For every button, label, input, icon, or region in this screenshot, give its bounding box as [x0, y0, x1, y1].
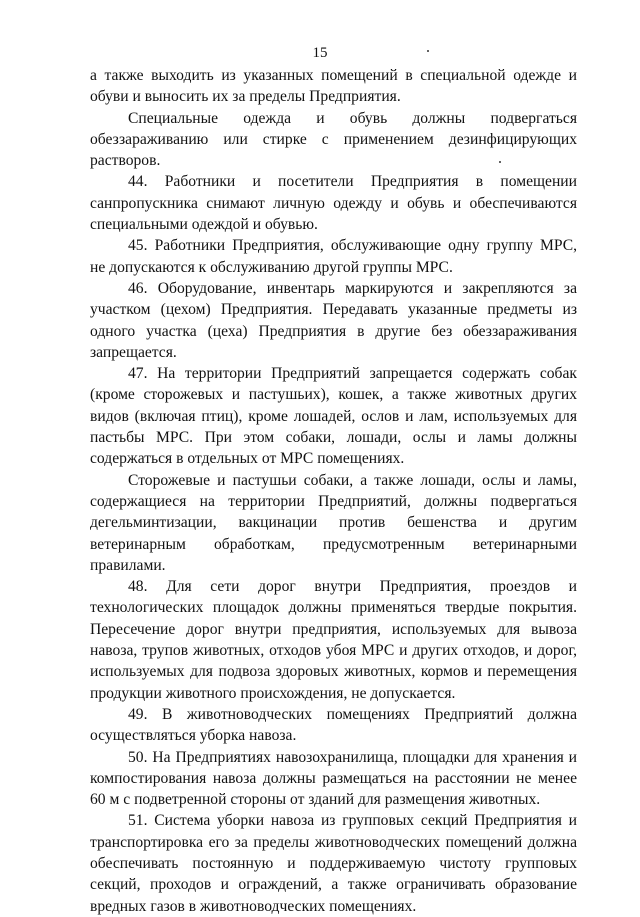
paragraph-51: 51. Система уборки навоза из групповых секций Предприятия и транспортировка его за пределы животноводческих помещений должна обеспечивать постоянную и поддерживаемую чистоту групповых секций, проходов и ограждений, а также ограничивать образование вредных газов в животноводческих помещениях. — [90, 812, 577, 915]
paragraph-45: 45. Работники Предприятия, обслуживающие одну группу МРС, не допускаются к обслуживанию другой группы МРС. — [90, 237, 577, 276]
scan-speck — [427, 50, 429, 52]
paragraph-48: 48. Для сети дорог внутри Предприятия, проездов и технологических площадок должны применяться твердые покрытия. Пересечение дорог внутри предприятия, используемых для вывоза навоза, трупов животных, отходов убоя МРС и других отходов, и дорог, используемых для подвоза здоровых животных, кормов и перемещения продукции животного происхождения, не допускается. — [90, 578, 577, 702]
paragraph-special-clothing: Специальные одежда и обувь должны подвергаться обеззараживанию или стирке с применением дезинфицирующих растворов. — [90, 109, 577, 170]
document-body — [90, 65, 577, 917]
paragraph-49: 49. В животноводческих помещениях Предприятий должна осуществляться уборка навоза. — [90, 705, 577, 745]
paragraph-46: 46. Оборудование, инвентарь маркируются и закрепляются за участком (цехом) Предприятия. Передавать указанные предметы из одного участка (цеха) Предприятия в другие без обеззараживания запрещается. — [90, 279, 577, 361]
paragraph-50: 50. На Предприятиях навозохранилища, площадки для хранения и компостирования навоза должны размещаться на расстоянии не менее 60 м с подветренной стороны от зданий для размещения животных. — [90, 748, 577, 809]
paragraph-47: 47. На территории Предприятий запрещается содержать собак (кроме сторожевых и пастушьих), кошек, а также животных других видов (включая птиц), кроме лошадей, ослов и лам, используемых для пастьбы МРС. При этом собаки, лошади, ослы и ламы должны содержаться в отдельных от МРС помещениях. — [90, 365, 577, 468]
paragraph-guard-dogs: Сторожевые и пастушьи собаки, а также лошади, ослы и ламы, содержащиеся на территории Предприятий, должны подвергаться дегельминтизации, вакцинации против бешенства и другим ветеринарным обработкам, предусмотренным ветеринарными правилами. — [90, 471, 577, 574]
paragraph-continuation: а также выходить из указанных помещений в специальной одежде и обуви и выносить их за пределы Предприятия. — [90, 67, 577, 106]
page-number: 15 — [312, 45, 328, 61]
paragraph-44: 44. Работники и посетители Предприятия в помещении санпропускника снимают личную одежду и обувь и обеспечиваются специальными одеждой и обувью. — [90, 173, 577, 234]
